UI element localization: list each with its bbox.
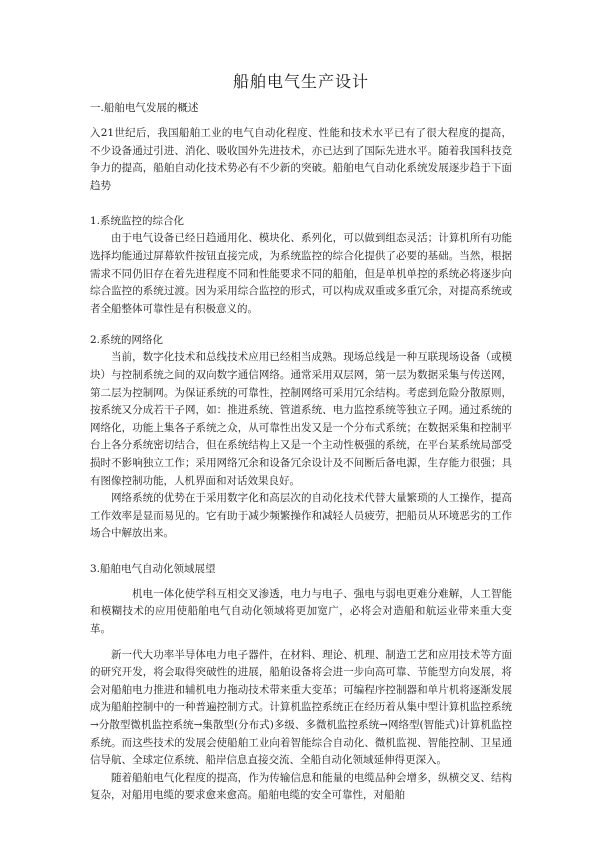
section-heading-network: 2.系统的网络化 [90,334,164,347]
paragraph-outlook-b: 新一代大功率半导体电力电子器件，在材料、理论、机理、制造工艺和应用技术等方面的研究开发，将会取得突破性的进展，船舶设备将会进一步向高可靠、节能型方向发展，将会对船舶电力推进和辅机电力拖动技术带来重大变革；可编程序控制器和单片机将逐渐发展成为船舶控制中的一种普遍控制方式。计算机监控系统正在经历着从集中型计算机监控系统→分散型微机监控系统→集散型(分布式)多级、多微机监控系统→网络型(智能式)计算机监控系统。而这些技术的发展会使船舶工业向着智能综合自动化、微机监视、智能控制、卫星通信导航、全球定位系统、船岸信息直接交流、全船自动化领域延伸得更深入。 [90,648,512,767]
paragraph-outlook-a: 机电一体化使学科互相交叉渗透，电力与电子、强电与弱电更难分难解，人工智能和模糊技术的应用使船舶电气自动化领域将更加宽广，必将会对造船和航运业带来重大变革。 [90,587,512,636]
paragraph-network-b: 网络系统的优势在于采用数字化和高层次的自动化技术代替大量繁琐的人工操作，提高工作效率是显而易见的。它有助于减少频繁操作和减轻人员疲劳，把船员从环境恶劣的工作场合中解放出来。 [90,492,512,540]
section-heading-outlook: 3.船舶电气自动化领域展望 [90,562,216,575]
document-title: 船舶电气生产设计 [232,72,369,91]
intro-paragraph: 入21世纪后，我国船舶工业的电气自动化程度、性能和技术水平已有了很大程度的提高，不少设备通过引进、消化、吸收国外先进技术，亦已达到了国际先进水平。随着我国科技竞争力的提高，船舶自动化技术势必有不少新的突破。船舶电气自动化系统发展逐步趋于下面趋势 [90,127,512,192]
section-heading-overview: 一.船舶电气发展的概述 [90,102,199,114]
paragraph-monitoring: 由于电气设备已经日趋通用化、模块化、系列化，可以做到组态灵活；计算机所有功能选择均能通过屏幕软件按钮直接完成，为系统监控的综合化提供了必要的基础。当然，根据需求不同仍旧存在着先进程度不同和性能要求不同的船舶，但是单机单控的系统必将逐步向综合监控的系统过渡。因为采用综合监控的形式，可以构成双重或多重冗余，对提高系统或者全船整体可靠性是有积极意义的。 [90,232,512,315]
paragraph-outlook-c: 随着船舶电气化程度的提高，作为传输信息和能量的电缆品种会增多，纵横交叉、结构复杂，对船用电缆的要求愈来愈高。船舶电缆的安全可靠性，对船舶 [90,771,512,802]
paragraph-network-a: 当前，数字化技术和总线技术应用已经相当成熟。现场总线是一种互联现场设备（或模块）与控制系统之间的双向数字通信网络。通常采用双层网，第一层为数据采集与传送网，第二层为控制网。为保证系统的可靠性，控制网络可采用冗余结构。考虑到危险分散原则，按系统又分成若干子网，如：推进系统、管道系统、电力监控系统等独立子网。通过系统的网络化，功能上集各子系统之众，从可靠性出发又是一个分布式系统；在数据采集和控制平台上各分系统密切结合，但在系统结构上又是一个主动性极强的系统，在平台某系统局部受损时不影响独立工作；采用网络冗余和设备冗余设计及不间断后备电源，生存能力很强；具有图像控制功能，人机界面和对话效果良好。 [90,351,512,487]
section-heading-monitoring: 1.系统监控的综合化 [90,215,185,228]
document-page [90,72,512,805]
